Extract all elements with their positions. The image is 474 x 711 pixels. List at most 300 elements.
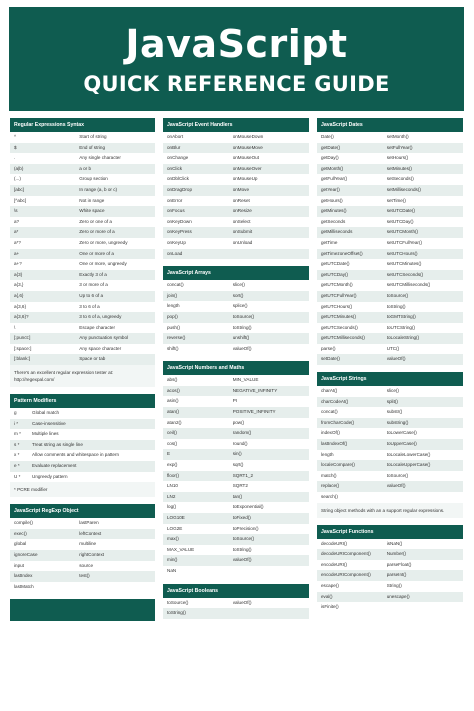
cell-right: String() — [386, 582, 402, 588]
cell-left: [^abc] — [14, 197, 27, 203]
cell-right: onSubmit — [232, 229, 253, 235]
column-right — [317, 118, 463, 620]
cell-left: ceil() — [167, 430, 177, 436]
table-row — [10, 408, 155, 419]
cell-right: valueOf() — [386, 483, 406, 489]
cell-right: pow() — [232, 419, 245, 425]
cell-right — [233, 566, 309, 577]
table-row — [10, 312, 155, 323]
cell-right: source — [79, 562, 94, 568]
table-row — [317, 280, 463, 291]
cell-left: \s — [14, 208, 18, 214]
cell-left: onFocus — [167, 208, 185, 214]
cell-right: a or b — [79, 165, 91, 171]
cell-right: White space — [79, 208, 105, 214]
cell-left: length — [321, 451, 334, 457]
cell-left: getHours() — [321, 197, 343, 203]
table-row — [163, 524, 309, 535]
table-row — [10, 529, 155, 540]
cell-left: match() — [321, 472, 337, 478]
cell-left: MAX_VALUE — [167, 546, 195, 552]
cell-left: LN10 — [167, 483, 178, 489]
cell-left: e * — [14, 463, 20, 469]
cell-left: getUTCMonth() — [321, 282, 353, 288]
cell-left: floor() — [167, 472, 179, 478]
cell-right: UTC() — [386, 345, 400, 351]
table-row — [317, 418, 463, 429]
cell-left: min() — [167, 557, 178, 563]
cell-left: indexOf() — [321, 430, 340, 436]
cell-left: getYear() — [321, 186, 340, 192]
cell-left: length — [167, 303, 180, 309]
cell-right: toGMTString() — [386, 314, 416, 320]
table-row — [317, 570, 463, 581]
table-row — [317, 132, 463, 143]
table-row — [317, 471, 463, 482]
table-row — [163, 174, 309, 185]
table-row — [317, 439, 463, 450]
cell-right: onMouseOut — [232, 155, 259, 161]
cell-left: escape() — [321, 582, 339, 588]
table-row — [317, 206, 463, 217]
table-row — [317, 185, 463, 196]
cell-left: pop() — [167, 313, 178, 319]
table-row — [317, 302, 463, 313]
events-section — [163, 118, 309, 259]
table-row — [10, 185, 155, 196]
cell-right: toLocaleLowerCase() — [386, 451, 431, 457]
cell-left: search() — [321, 494, 338, 499]
table-row — [317, 196, 463, 207]
cell-right — [233, 249, 309, 260]
table-row — [163, 196, 309, 207]
cell-left: getDate() — [321, 144, 341, 150]
table-row — [163, 132, 309, 143]
table-row — [163, 471, 309, 482]
table-row — [10, 227, 155, 238]
table-row — [163, 502, 309, 513]
table-row — [163, 492, 309, 503]
table-row — [10, 291, 155, 302]
regex-rows — [10, 132, 155, 365]
table-row — [163, 227, 309, 238]
table-row — [10, 354, 155, 365]
cell-left: a{3,6}? — [14, 314, 29, 320]
cell-right: setMinutes() — [386, 165, 412, 171]
cell-left: lastIndexOf() — [321, 441, 348, 447]
table-row — [163, 407, 309, 418]
cell-left: Date() — [321, 134, 334, 139]
cell-left: LN2 — [167, 493, 176, 499]
table-row — [317, 397, 463, 408]
table-row — [163, 301, 309, 312]
cell-left: getUTCMilliseconds() — [321, 335, 365, 341]
table-row — [317, 560, 463, 571]
table-row — [317, 481, 463, 492]
section-note: There's an excellent regular expression tester at: http://regexpal.com/ — [10, 365, 155, 387]
cell-right: Start of string — [79, 134, 107, 139]
cell-right: One or more of a — [79, 250, 114, 256]
cell-right: slice() — [386, 388, 399, 394]
cell-right: toLocaleString() — [386, 335, 420, 341]
table-row — [163, 323, 309, 334]
cell-right: multiline — [79, 541, 97, 547]
cell-left: onAbort — [167, 134, 184, 139]
cell-left: join() — [167, 292, 178, 298]
cell-left: getMinutes() — [321, 208, 347, 214]
booleans-rows — [163, 598, 309, 619]
table-row — [317, 227, 463, 238]
cell-left: atan2() — [167, 419, 182, 425]
table-row — [317, 143, 463, 154]
cell-right: toFixed() — [232, 515, 251, 520]
cell-right: toPrecision() — [232, 525, 259, 531]
cell-right: Global match — [32, 410, 60, 416]
table-row — [317, 312, 463, 323]
table-row — [10, 206, 155, 217]
table-row — [163, 164, 309, 175]
cell-right: Treat string as single line — [32, 441, 83, 447]
table-row — [163, 428, 309, 439]
cell-left: a{3,} — [14, 282, 24, 288]
table-row — [10, 217, 155, 228]
table-row — [163, 481, 309, 492]
cell-right: setUTCMilliseconds() — [386, 282, 431, 288]
table-row — [10, 323, 155, 334]
table-row — [317, 460, 463, 471]
cell-left: getTimezoneOffset() — [321, 250, 363, 256]
table-row — [10, 440, 155, 451]
cell-left: g — [14, 410, 17, 416]
cell-right: tan() — [232, 493, 243, 499]
cell-left: (a|b) — [14, 165, 24, 171]
section-title: JavaScript RegExp Object — [10, 504, 155, 518]
cell-left: onDblClick — [167, 176, 189, 182]
cell-right: toSource() — [232, 313, 255, 319]
cell-left: $ — [14, 144, 17, 150]
cell-right: Exactly 3 of a — [79, 271, 107, 277]
table-row — [317, 323, 463, 334]
cell-right: setUTCDay() — [386, 218, 414, 224]
table-row — [10, 333, 155, 344]
cell-right: toString() — [232, 324, 252, 330]
table-row — [163, 449, 309, 460]
cell-left: input — [14, 562, 24, 568]
cell-right: Space or tab — [79, 356, 106, 362]
modifiers-section — [10, 394, 155, 497]
cell-left: onError — [167, 197, 183, 203]
table-row — [317, 581, 463, 592]
table-row — [163, 513, 309, 524]
cell-right: End of string — [79, 144, 106, 150]
table-row — [317, 354, 463, 365]
page-subtitle: QUICK REFERENCE GUIDE — [83, 72, 390, 96]
table-row — [163, 153, 309, 164]
table-row — [10, 164, 155, 175]
cell-left: onClick — [167, 165, 183, 171]
cell-left: compile() — [14, 520, 33, 526]
regexp-object-section — [10, 504, 155, 592]
cell-right: split() — [386, 398, 398, 404]
section-note: * PCRE modifier — [10, 482, 155, 497]
section-title: JavaScript Functions — [317, 525, 463, 539]
cell-left: isFinite() — [321, 604, 339, 610]
cell-right: SQRT2 — [232, 483, 248, 489]
table-row — [163, 608, 309, 619]
cell-left: setDate() — [321, 356, 340, 362]
dates-section — [317, 118, 463, 365]
cell-left: decodeURIComponent() — [321, 551, 371, 557]
cell-right — [387, 492, 463, 503]
table-row — [10, 429, 155, 440]
table-row — [10, 259, 155, 270]
cell-right: toString() — [232, 546, 252, 552]
cell-left: getUTCMinutes() — [321, 314, 356, 320]
cell-left: LOG10E — [167, 515, 185, 520]
table-row — [163, 386, 309, 397]
cell-right: Group section — [79, 176, 108, 182]
table-row — [10, 132, 155, 143]
table-row — [317, 174, 463, 185]
section-title: Pattern Modifiers — [10, 394, 155, 408]
cell-left: eval() — [321, 593, 333, 599]
cell-right: In range (a, b or c) — [79, 186, 118, 192]
cell-left: getUTCSeconds() — [321, 324, 358, 330]
cell-right: NEGATIVE_INFINITY — [232, 387, 278, 393]
cell-left: onKeyPress — [167, 229, 192, 235]
cell-left: acos() — [167, 387, 180, 393]
cell-right: rightContext — [79, 552, 105, 557]
table-row — [163, 344, 309, 355]
table-row — [10, 174, 155, 185]
cell-right: splice() — [232, 303, 248, 309]
table-row — [163, 460, 309, 471]
cell-right: toSource() — [232, 536, 255, 542]
cell-right: unshift() — [232, 335, 250, 341]
cell-right: Up to 6 of a — [79, 292, 103, 298]
cell-right: setMonth() — [386, 134, 409, 139]
cell-right: setHours() — [386, 155, 409, 161]
cell-right: valueOf() — [386, 356, 406, 362]
table-row — [163, 333, 309, 344]
table-row — [317, 259, 463, 270]
regex-section — [10, 118, 155, 387]
table-row — [10, 270, 155, 281]
table-row — [163, 396, 309, 407]
cell-right: toLowerCase() — [386, 430, 417, 436]
cell-right: toString() — [386, 303, 406, 309]
cell-right: toSource() — [386, 472, 409, 478]
cell-left: parse() — [321, 345, 336, 351]
filler-block — [10, 599, 155, 621]
cell-left: a+ — [14, 250, 20, 256]
cell-right: Zero or more of a — [79, 229, 115, 235]
cell-left: onKeyDown — [167, 218, 192, 224]
cell-right: onUnload — [232, 239, 253, 245]
cell-right: toSource() — [386, 292, 409, 298]
column-left — [10, 118, 155, 621]
cell-right: 3 or more of a — [79, 282, 108, 288]
table-row — [10, 539, 155, 550]
table-row — [163, 375, 309, 386]
cell-right: substring() — [386, 419, 409, 425]
table-row — [10, 461, 155, 472]
cell-right: parseInt() — [386, 572, 407, 578]
cell-left: shift() — [167, 345, 179, 351]
table-row — [317, 428, 463, 439]
page-title: JavaScript — [125, 22, 348, 66]
cell-right: setUTCSeconds() — [386, 271, 424, 277]
cell-left: getUTCDay() — [321, 271, 349, 277]
cell-right: substr() — [386, 409, 403, 415]
cell-left: getMonth() — [321, 165, 344, 171]
cell-left: exec() — [14, 530, 27, 536]
cell-left: a? — [14, 218, 20, 224]
strings-section — [317, 372, 463, 518]
table-row — [163, 418, 309, 429]
cell-left: LOG2E — [167, 525, 183, 531]
cell-right: setMilliseconds() — [386, 186, 421, 192]
cell-right: setUTCDate() — [386, 208, 416, 214]
cell-right: sort() — [232, 292, 244, 298]
cell-left: decodeURI() — [321, 540, 348, 546]
arrays-rows — [163, 280, 309, 354]
cell-left: getFullYear() — [321, 176, 348, 182]
dates-rows — [317, 132, 463, 365]
cell-right — [387, 602, 463, 613]
cell-right: random() — [232, 430, 252, 436]
booleans-section — [163, 584, 309, 619]
cell-left: getUTCFullYear() — [321, 292, 357, 298]
table-row — [163, 598, 309, 609]
cell-right: toUpperCase() — [386, 441, 417, 447]
table-row — [163, 439, 309, 450]
cell-left: getTime — [321, 239, 338, 245]
table-row — [317, 291, 463, 302]
cell-right: toLocaleUpperCase() — [386, 462, 431, 468]
table-row — [317, 407, 463, 418]
cell-left: replace() — [321, 483, 340, 489]
functions-section — [317, 525, 463, 613]
table-row — [317, 217, 463, 228]
section-note: String object methods with an a support regular expressions. — [317, 503, 463, 518]
cell-left: m * — [14, 431, 21, 437]
table-row — [317, 344, 463, 355]
table-row — [317, 450, 463, 461]
cell-left: getUTCHours() — [321, 303, 353, 309]
cell-right: toUTCString() — [386, 324, 416, 330]
cell-left: i * — [14, 420, 19, 426]
cell-right: Allow comments and whitespace in pattern — [32, 452, 120, 458]
section-title: JavaScript Strings — [317, 372, 463, 386]
cell-right: onMouseOver — [232, 165, 262, 171]
table-row — [317, 492, 463, 503]
table-row — [10, 344, 155, 355]
cell-left: a* — [14, 229, 19, 235]
arrays-section — [163, 266, 309, 354]
table-row — [10, 450, 155, 461]
cell-left: ignoreCase — [14, 552, 38, 557]
cell-left: concat() — [321, 409, 338, 415]
cell-right: Number() — [386, 551, 407, 557]
table-row — [317, 592, 463, 603]
cell-left: log() — [167, 504, 177, 510]
table-row — [10, 153, 155, 164]
section-title: JavaScript Event Handlers — [163, 118, 309, 132]
cell-right: sin() — [232, 451, 242, 457]
cell-left: x * — [14, 452, 20, 458]
table-row — [163, 206, 309, 217]
section-title: Regular Expressions Syntax — [10, 118, 155, 132]
table-row — [10, 249, 155, 260]
cell-right: Zero or more, ungreedy — [79, 239, 128, 245]
cell-left: [:punct:] — [14, 335, 31, 341]
table-row — [317, 333, 463, 344]
cell-left: reverse() — [167, 335, 186, 341]
cell-left: a{3} — [14, 271, 23, 277]
cell-right: setSeconds() — [386, 176, 414, 182]
cell-left: [:space:] — [14, 345, 32, 351]
table-row — [163, 291, 309, 302]
table-row — [317, 153, 463, 164]
cell-right: toExponential() — [232, 504, 264, 510]
cell-right: MIN_VALUE — [232, 377, 259, 383]
table-row — [10, 582, 155, 593]
cell-left: onDragDrop — [167, 186, 193, 192]
cell-right: One or more, ungreedy — [79, 261, 127, 267]
cell-left: \ — [14, 324, 16, 330]
column-middle — [163, 118, 309, 626]
cell-left: lastIndex — [14, 573, 33, 579]
cell-right: POSITIVE_INFINITY — [232, 409, 276, 415]
cell-right: Zero or one of a — [79, 218, 112, 224]
cell-left: fromCharCode() — [321, 419, 355, 425]
cell-left: a{,6} — [14, 292, 24, 298]
cell-left: localeCompare() — [321, 462, 355, 468]
cell-right: onResize — [232, 208, 252, 214]
cell-right: 3 to 6 of a, ungreedy — [79, 314, 122, 320]
cell-right — [233, 608, 309, 619]
table-row — [163, 280, 309, 291]
cell-left: getUTCDate() — [321, 261, 350, 267]
table-row — [10, 571, 155, 582]
table-row — [10, 196, 155, 207]
cell-left: toString() — [167, 610, 186, 616]
cell-left: U * — [14, 473, 21, 479]
cell-right: onReset — [232, 197, 250, 203]
cell-right: leftContext — [79, 530, 102, 536]
cell-right: sqrt() — [232, 462, 244, 468]
table-row — [10, 550, 155, 561]
cell-left: a+? — [14, 261, 22, 267]
numbers-rows — [163, 375, 309, 576]
numbers-section — [163, 361, 309, 576]
events-rows — [163, 132, 309, 259]
cell-right — [79, 582, 155, 593]
cell-left: getSeconds — [321, 218, 346, 224]
cell-right: valueOf() — [232, 345, 252, 351]
cell-left: max() — [167, 536, 179, 542]
table-row — [317, 386, 463, 397]
cell-right: onSelect — [232, 218, 251, 224]
table-row — [317, 549, 463, 560]
cell-right: parseFloat() — [386, 561, 412, 567]
cell-right: Not in range — [79, 197, 105, 203]
cell-left: onKeyUp — [167, 239, 186, 245]
cell-left: cos() — [167, 440, 178, 446]
cell-left: getMilliseconds — [321, 229, 353, 235]
cell-right: 3 to 6 of a — [79, 303, 100, 309]
